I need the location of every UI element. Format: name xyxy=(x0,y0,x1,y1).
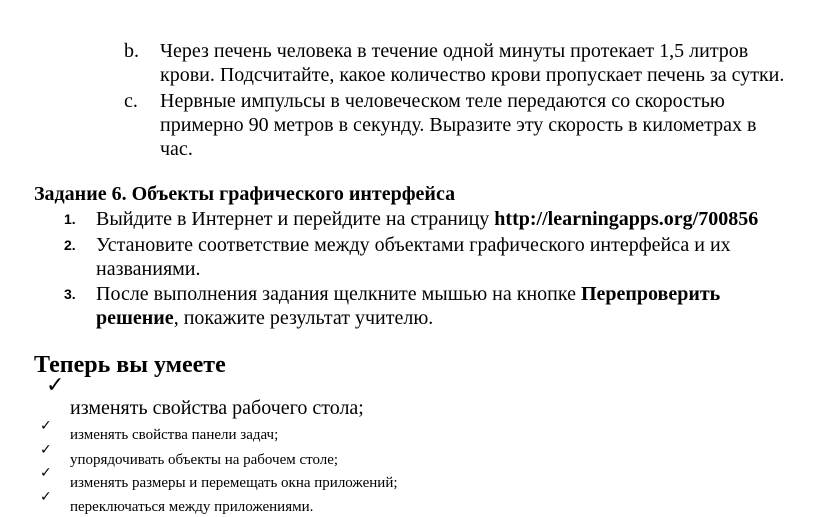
check-icon: ✓ xyxy=(40,418,52,434)
task6-item-2-line-2: названиями. xyxy=(96,258,201,280)
summary-item-4: изменять размеры и перемещать окна приложений; xyxy=(70,475,398,491)
summary-item-2: изменять свойства панели задач; xyxy=(70,427,279,443)
task-c-line-2: примерно 90 метров в секунду. Выразите эту скорость в километрах в xyxy=(160,114,757,136)
check-icon: ✓ xyxy=(46,373,65,398)
summary-item-3: упорядочивать объекты на рабочем столе; xyxy=(70,452,339,468)
task6-item-1-text xyxy=(96,206,758,232)
list-marker-c: c. xyxy=(124,90,138,112)
list-marker-b: b. xyxy=(124,40,139,62)
recheck-button-label-2: решение xyxy=(96,307,174,329)
task6-num-1: 1. xyxy=(64,211,76,227)
check-icon: ✓ xyxy=(40,442,52,458)
recheck-button-label: Перепроверить xyxy=(580,283,721,305)
summary-item-1: изменять свойства рабочего стола; xyxy=(70,397,364,419)
task6-item-2-line-1: Установите соответствие между объектами графического интерфейса и их xyxy=(96,234,731,256)
task6-item-3-line-1 xyxy=(96,281,720,307)
task6-num-2: 2. xyxy=(64,237,76,253)
task6-url-link[interactable]: http://learningapps.org/700856 xyxy=(494,208,759,230)
task-c-line-1: Нервные импульсы в человеческом теле передаются со скоростью xyxy=(160,90,725,112)
task6-item-3-lead: После выполнения задания щелкните мышью на кнопке xyxy=(96,283,581,305)
check-icon: ✓ xyxy=(40,489,52,505)
summary-title: Теперь вы умеете xyxy=(34,352,226,378)
task6-title: Задание 6. Объекты графического интерфейса xyxy=(34,183,456,205)
summary-item-5: переключаться между приложениями. xyxy=(70,499,314,515)
task-c-line-3: час. xyxy=(160,138,193,160)
task-b-line-1: Через печень человека в течение одной минуты протекает 1,5 литров xyxy=(160,40,749,62)
check-icon: ✓ xyxy=(40,465,52,481)
task6-item-3-line-2 xyxy=(96,305,433,331)
task6-num-3: 3. xyxy=(64,286,76,302)
task6-item-3-rest: , покажите результат учителю. xyxy=(173,307,434,329)
task6-item-1-lead: Выйдите в Интернет и перейдите на страницу xyxy=(96,208,495,230)
task-b-line-2: крови. Подсчитайте, какое количество крови пропускает печень за сутки. xyxy=(160,64,785,86)
